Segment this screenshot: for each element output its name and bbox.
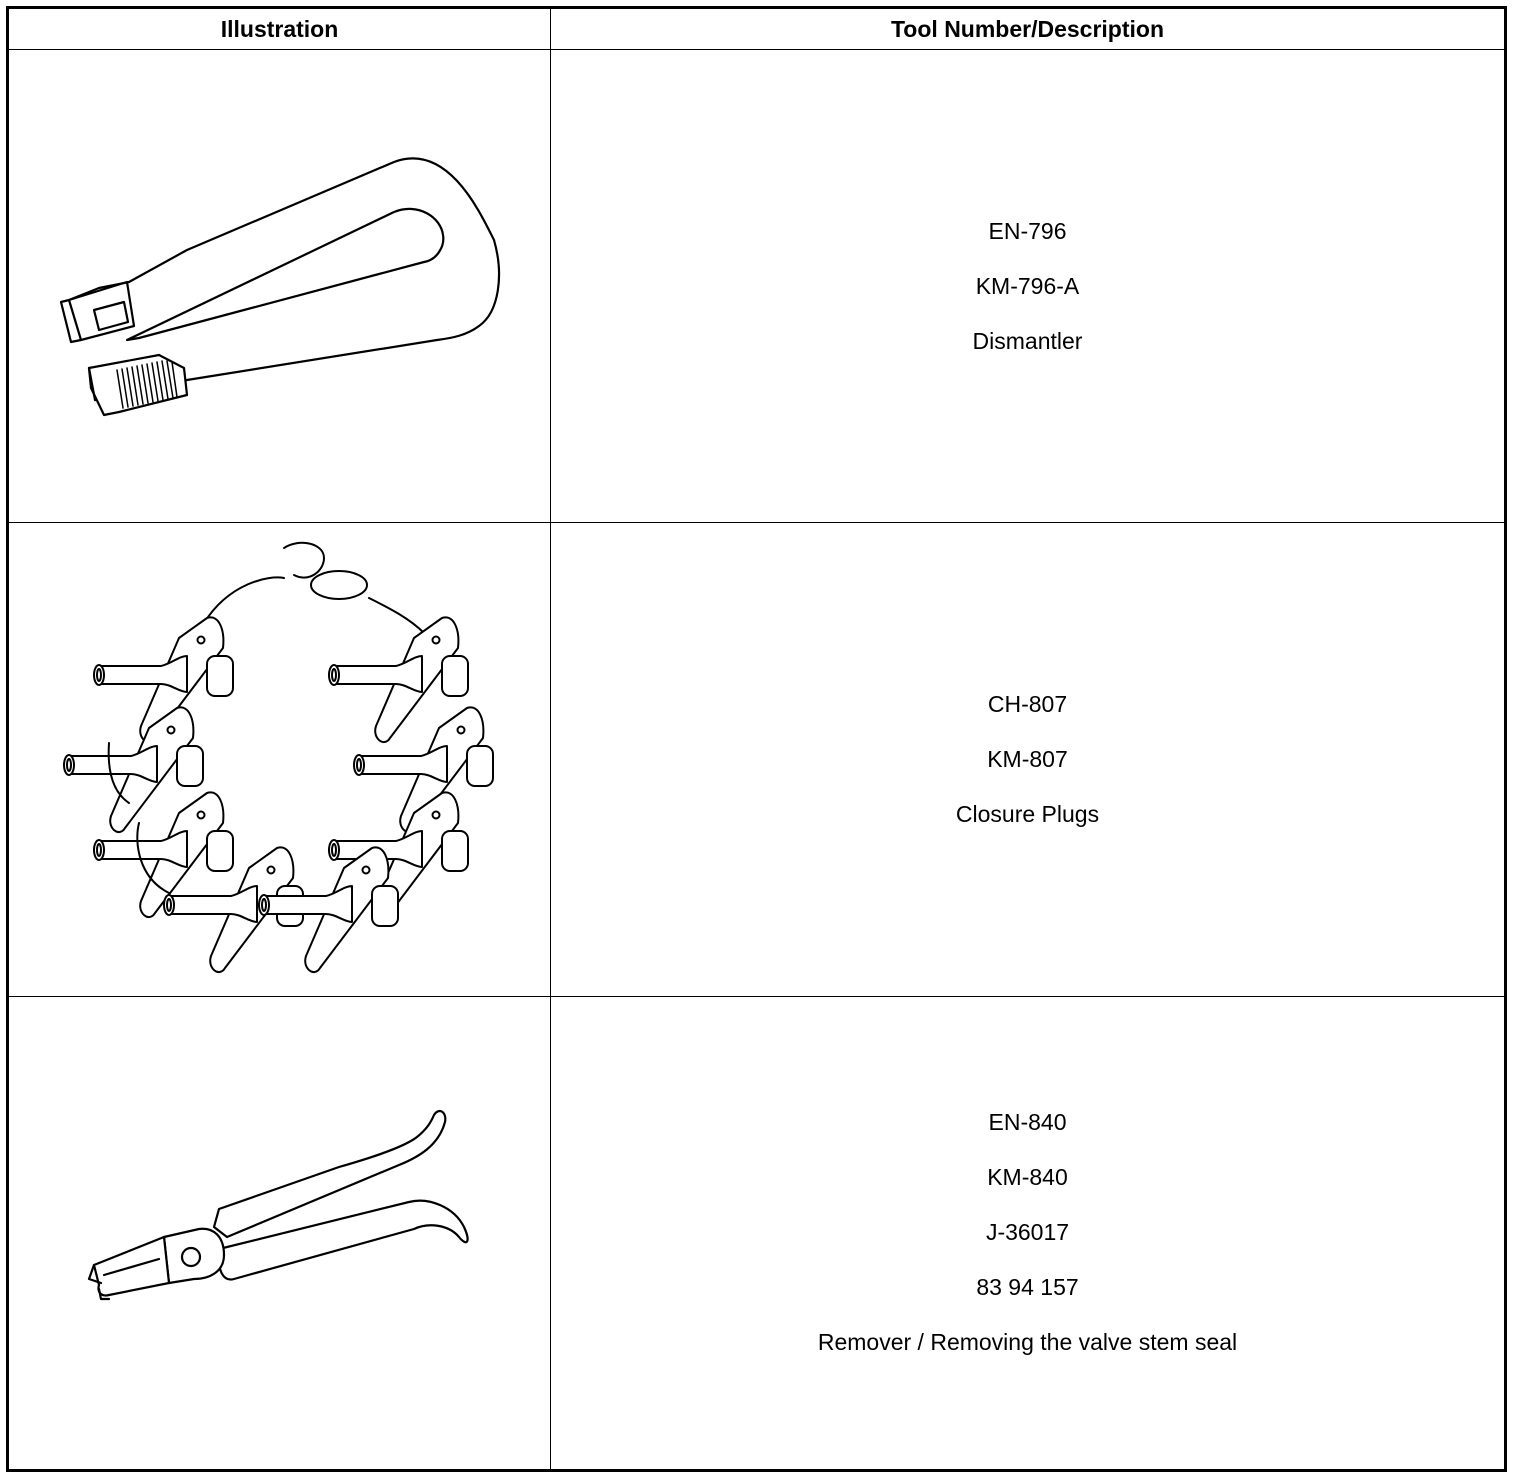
pliers-remover-icon xyxy=(9,997,550,1469)
description-cell xyxy=(551,50,1506,523)
tool-number: KM-807 xyxy=(987,745,1068,772)
tool-description: Closure Plugs xyxy=(955,800,1100,827)
description-cell xyxy=(551,996,1506,1470)
tool-number: CH-807 xyxy=(987,690,1068,717)
tool-description: Remover / Removing the valve stem seal xyxy=(817,1329,1238,1356)
tool-description: Dismantler xyxy=(972,327,1083,354)
table-row xyxy=(8,523,1506,996)
tool-number: J-36017 xyxy=(985,1219,1070,1246)
dismantler-tool-icon xyxy=(9,50,550,522)
tool-number: EN-796 xyxy=(988,217,1067,244)
tool-number: KM-796-A xyxy=(975,272,1080,299)
header-row xyxy=(8,8,1506,50)
tool-number: KM-840 xyxy=(987,1164,1068,1191)
header-tool-number-description: Tool Number/Description xyxy=(551,8,1506,50)
tool-number: 83 94 157 xyxy=(976,1274,1079,1301)
tools-table xyxy=(6,6,1507,1472)
illustration-cell xyxy=(8,50,551,523)
description-cell xyxy=(551,523,1506,996)
table-row xyxy=(8,996,1506,1470)
illustration-cell xyxy=(8,996,551,1470)
illustration-cell xyxy=(8,523,551,996)
tool-number: EN-840 xyxy=(988,1109,1067,1136)
closure-plugs-icon xyxy=(9,523,550,995)
table-row xyxy=(8,50,1506,523)
header-illustration: Illustration xyxy=(8,8,551,50)
